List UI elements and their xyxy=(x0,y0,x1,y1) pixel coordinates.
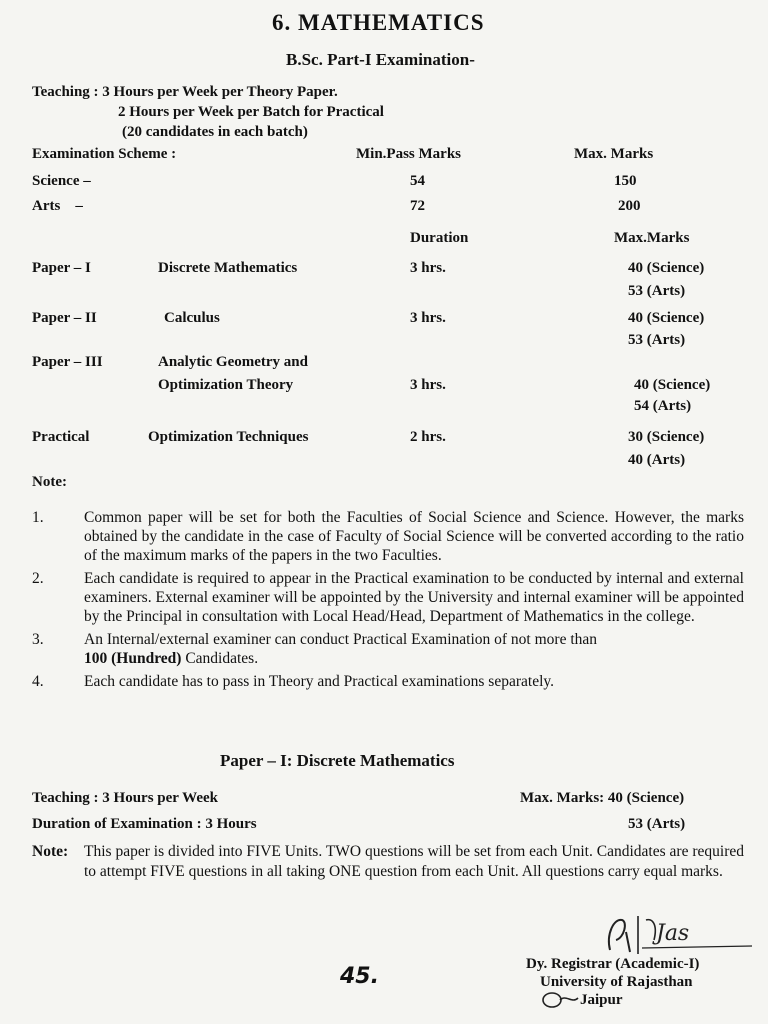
note-label: Note: xyxy=(32,474,67,490)
scheme-label: Examination Scheme : xyxy=(32,146,177,162)
science-max: 150 xyxy=(614,173,637,189)
page-subtitle: B.Sc. Part-I Examination- xyxy=(286,50,475,69)
paper-3-subject: Analytic Geometry and xyxy=(158,354,308,370)
paper-1-note-label: Note: xyxy=(32,843,69,860)
registrar-title: Dy. Registrar (Academic-I) xyxy=(526,956,700,972)
paper-1-subject: Discrete Mathematics xyxy=(158,260,298,276)
practical-duration: 2 hrs. xyxy=(410,429,446,445)
note-item xyxy=(32,630,744,668)
paper-1-max-marks: Max. Marks: 40 (Science) xyxy=(520,790,685,806)
seal-mark xyxy=(540,990,580,1010)
note-number: 2. xyxy=(32,570,44,587)
paper-3-duration: 3 hrs. xyxy=(410,377,446,393)
faculty-arts: Arts – xyxy=(32,198,83,214)
paper-2-science: 40 (Science) xyxy=(628,310,705,326)
signature-text: Jas xyxy=(656,921,690,946)
note-number: 1. xyxy=(32,509,44,526)
note-text-after: Candidates. xyxy=(181,650,259,667)
note-text: Each candidate is required to appear in the Practical examination to be conducted by internal and external examiners. External examiner will be appointed by the University and internal examiner will be appointed by the Principal in consultation with Local Head/Head, Department of Mathematics in the college. xyxy=(84,570,744,625)
note-text: Each candidate has to pass in Theory and Practical examinations separately. xyxy=(84,673,554,690)
paper-2-arts: 53 (Arts) xyxy=(628,332,686,348)
duration-header: Duration xyxy=(410,230,469,246)
teaching-line-2: 2 Hours per Week per Batch for Practical xyxy=(118,104,384,120)
notes-list xyxy=(32,508,744,695)
paper-1-teaching: Teaching : 3 Hours per Week xyxy=(32,790,218,806)
practical-subject: Optimization Techniques xyxy=(148,429,309,445)
science-min-pass: 54 xyxy=(410,173,425,189)
paper-1-label: Paper – I xyxy=(32,260,91,276)
note-item xyxy=(32,672,744,691)
arts-max: 200 xyxy=(618,198,641,214)
paper-2-label: Paper – II xyxy=(32,310,97,326)
max-marks-header-2: Max.Marks xyxy=(614,230,690,246)
paper-3-science: 40 (Science) xyxy=(634,377,711,393)
teaching-line-1: Teaching : 3 Hours per Week per Theory Paper. xyxy=(32,84,338,100)
paper-3-subject-line-2: Optimization Theory xyxy=(158,377,294,393)
paper-1-arts: 53 (Arts) xyxy=(628,283,686,299)
paper-1-note-text: This paper is divided into FIVE Units. TWO questions will be set from each Unit. Candidates are required to attempt FIVE questions in all taking ONE question from each Unit. All questions carry equal marks. xyxy=(84,843,744,880)
university-name: University of Rajasthan xyxy=(540,974,693,990)
note-text-bold: 100 (Hundred) xyxy=(84,650,182,667)
note-item xyxy=(32,569,744,626)
max-marks-header: Max. Marks xyxy=(574,146,654,162)
paper-1-duration-exam: Duration of Examination : 3 Hours xyxy=(32,816,257,832)
note-text xyxy=(84,630,744,668)
paper-1-note xyxy=(32,842,744,882)
paper-3-label: Paper – III xyxy=(32,354,103,370)
practical-label: Practical xyxy=(32,429,90,445)
note-text-before: An Internal/external examiner can conduct Practical Examination of not more than xyxy=(84,631,598,648)
note-number: 4. xyxy=(32,673,44,690)
note-text: Common paper will be set for both the Faculties of Social Science and Science. However, the marks obtained by the candidate in the case of Faculty of Social Science will be converted according to the ratio of the maximum marks of the papers in the two Faculties. xyxy=(84,509,744,564)
page-title: 6. MATHEMATICS xyxy=(272,10,485,35)
paper-3-arts: 54 (Arts) xyxy=(634,398,692,414)
teaching-line-3: (20 candidates in each batch) xyxy=(122,124,308,140)
practical-arts: 40 (Arts) xyxy=(628,452,686,468)
university-city: Jaipur xyxy=(580,992,623,1008)
paper-1-duration: 3 hrs. xyxy=(410,260,446,276)
page-number: 45. xyxy=(340,964,379,989)
practical-science: 30 (Science) xyxy=(628,429,705,445)
paper-2-subject: Calculus xyxy=(164,310,220,326)
paper-2-duration: 3 hrs. xyxy=(410,310,446,326)
note-item xyxy=(32,508,744,565)
paper-1-arts-marks: 53 (Arts) xyxy=(628,816,686,832)
min-pass-header: Min.Pass Marks xyxy=(356,146,461,162)
arts-min-pass: 72 xyxy=(410,198,425,214)
signature-image xyxy=(596,910,756,958)
paper-1-heading: Paper – I: Discrete Mathematics xyxy=(220,751,455,770)
paper-1-science: 40 (Science) xyxy=(628,260,705,276)
faculty-science: Science – xyxy=(32,173,91,189)
note-number: 3. xyxy=(32,631,44,648)
